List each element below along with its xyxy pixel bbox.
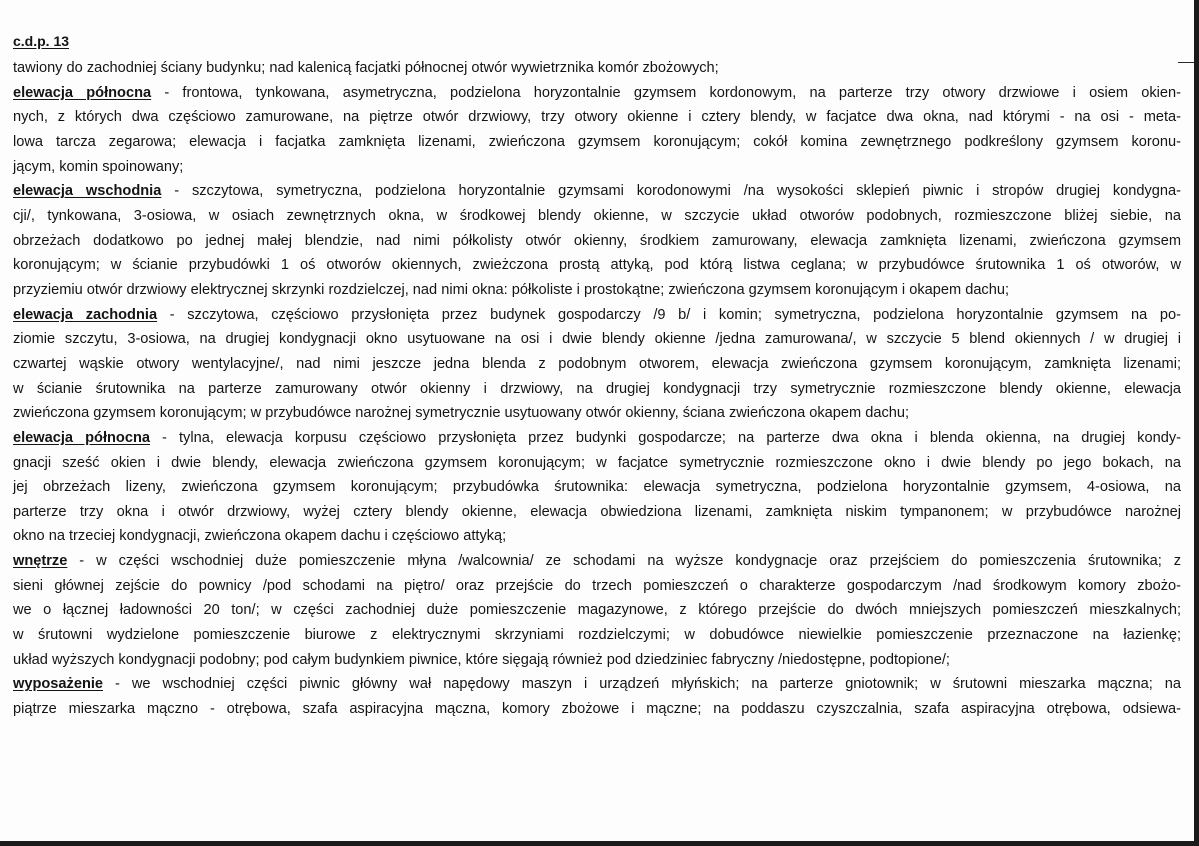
line-text: we o łącznej ładowności 20 ton/; w części zachodniej duże pomieszczenie magazynowe, z którego przejście do dwóch mniejszych pomieszczeń mieszkalnych;: [13, 602, 1181, 619]
line-text: w śrutowni wydzielone pomieszczenie biurowe z elektrycznymi skrzyniami rozdzielczymi; w dobudówce niewielkie pomieszczenie przeznaczone na łazienkę;: [13, 627, 1181, 644]
line-text: - w części wschodniej duże pomieszczenie młyna /walcownia/ ze schodami na wyższe kondygnacje oraz przejściem do pomieszczenia śrutownika; z: [67, 553, 1181, 570]
text-line: [13, 401, 1181, 426]
line-text: parterze trzy okna i otwór drzwiowy, wyżej cztery blendy okienne, elewacja obwiedziona lizenami, zamknięta niskim tympanonem; w przybudówce narożnej: [13, 503, 1181, 520]
text-line: [13, 327, 1181, 352]
text-line: [13, 204, 1181, 229]
section-term: elewacja północna: [13, 429, 150, 446]
text-line: [13, 549, 1181, 574]
text-line: [13, 105, 1181, 130]
text-line: [13, 500, 1181, 525]
text-line: [13, 598, 1181, 623]
line-text: sieni głównej zejście do pownicy /pod schodami na piętro/ oraz przejście do trzech pomieszczeń o charakterze gospodarczym /nad środkowym komory zbożo-: [13, 577, 1181, 594]
section-term: elewacja wschodnia: [13, 183, 162, 200]
text-line: [13, 130, 1181, 155]
text-line: [13, 56, 1181, 81]
text-line: [13, 229, 1181, 254]
text-line: [13, 451, 1181, 476]
page-header: c.d.p. 13: [13, 33, 70, 49]
line-text: czwartej wąskie otwory wentylacyjne/, nad nimi jeszcze jedna blenda z podobnym otworem, elewacja zwieńczona gzymsem koronującym, zamknięta lizenami;: [13, 355, 1181, 372]
line-text: lowa tarcza zegarowa; elewacja i facjatka zamknięta lizenami, zwieńczona gzymsem koronującym; cokół komina zewnętrznego podkreślony gzymsem koronu-: [13, 133, 1181, 150]
text-line: [13, 475, 1181, 500]
line-text: w ścianie śrutownika na parterze zamurowany otwór okienny i drzwiowy, na drugiej kondygnacji trzy symetrycznie rozmieszczone blendy okienne, elewacja: [13, 380, 1181, 397]
line-text: piątrze mieszarka mączno - otrębowa, szafa aspiracyjna mączna, komory zbożowe i mączne; na poddaszu czyszczalnia, szafa aspiracyjna otrębowa, odsiewa-: [13, 701, 1181, 718]
line-text: - tylna, elewacja korpusu częściowo przysłonięta przez budynki gospodarcze; na parterze dwa okna i blenda okienna, na drugiej kondy-: [149, 429, 1181, 446]
section-term: elewacja zachodnia: [13, 306, 158, 323]
text-line: [13, 574, 1181, 599]
line-text: jej obrzeżach lizeny, zwieńczona gzymsem koronującym; przybudówka śrutownika: elewacja symetryczna, podzielona horyzontalnie gzymsem, 4-osiowa, na: [13, 479, 1181, 496]
line-text: - we wschodniej części piwnic główny wał napędowy maszyn i urządzeń młyńskich; na parterze gniotownik; w śrutowni mieszarka mączna; na: [103, 676, 1181, 693]
document-body: [13, 56, 1181, 722]
text-line: [13, 253, 1181, 278]
line-text: przyziemiu otwór drzwiowy elektrycznej skrzynki rozdzielczej, nad nimi okna: półkoliste i prostokątne; zwieńczona gzymsem koronującym i okapem dachu;: [13, 281, 1010, 298]
section-term: wyposażenie: [13, 676, 104, 693]
text-line: [13, 179, 1181, 204]
text-line: [13, 377, 1181, 402]
scan-border-bottom: [0, 841, 1199, 846]
line-text: gnacji sześć okien i dwie blendy, elewacja zwieńczona gzymsem koronującym; w facjatce symetrycznie rozmieszczone okno i dwie blendy po jego bokach, na: [13, 454, 1181, 471]
text-line: [13, 672, 1181, 697]
text-line: [13, 352, 1181, 377]
section-term: wnętrze: [13, 553, 68, 570]
line-text: tawiony do zachodniej ściany budynku; nad kalenicą facjatki północnej otwór wywietrznika komór zbożowych;: [13, 60, 719, 76]
line-text: zwieńczona gzymsem koronującym; w przybudówce narożnej symetrycznie usytuowany otwór okienny, ściana zwieńczona okapem dachu;: [13, 405, 910, 422]
line-text: układ wyższych kondygnacji podobny; pod całym budynkiem piwnice, które sięgają również pod dziedziniec fabryczny /niedostępne, podtopione/;: [13, 651, 950, 668]
section-term: elewacja północna: [13, 84, 152, 101]
line-text: cji/, tynkowana, 3-osiowa, w osiach zewnętrznych okna, w środkowej blendy okienne, w szczycie układ otworów podobnych, rozmieszczone bliżej siebie, na: [13, 207, 1181, 224]
text-line: [13, 524, 1181, 549]
line-text: - frontowa, tynkowana, asymetryczna, podzielona horyzontalnie gzymsem kordonowym, na parterze trzy otwory drzwiowe i osiem okien-: [151, 84, 1181, 101]
line-text: ziomie szczytu, 3-osiowa, na drugiej kondygnacji okno usytuowane na osi i dwie blendy okienne /jedna zamurowana/, w szczycie 5 blend okiennych / w drugiej i: [13, 331, 1181, 348]
text-line: [13, 648, 1181, 673]
text-line: [13, 303, 1181, 328]
scan-border-right: [1194, 0, 1199, 846]
text-line: [13, 81, 1181, 106]
text-line: [13, 623, 1181, 648]
text-line: [13, 697, 1181, 722]
line-text: okno na trzeciej kondygnacji, zwieńczona okapem dachu i częściowo attyką;: [13, 528, 507, 545]
line-text: jącym, komin spoinowany;: [13, 158, 184, 175]
text-line: [13, 155, 1181, 180]
line-text: obrzeżach dodatkowo po jednej małej blendzie, nad nimi półkolisty otwór okienny, środkiem zamurowany, elewacja zamknięta lizenami, zwieńczona gzymsem: [13, 232, 1181, 249]
line-text: - szczytowa, symetryczna, podzielona horyzontalnie gzymsami korodonowymi /na wysokości sklepień piwnic i stropów drugiej kondygna-: [161, 183, 1181, 200]
line-text: nych, z których dwa częściowo zamurowane, na piętrze otwór drzwiowy, trzy otwory okienne i cztery blendy, w facjatce dwa okna, nad którymi - na osi - meta-: [13, 109, 1181, 126]
text-line: [13, 426, 1181, 451]
line-text: koronującym; w ścianie przybudówki 1 oś otworów okiennych, zwieżczona prostą attyką, pod którą listwa ceglana; w przybudówce śrutownika 1 oś otworów, w: [13, 257, 1181, 274]
line-text: - szczytowa, częściowo przysłonięta przez budynek gospodarczy /9 b/ i komin; symetryczna, podzielona horyzontalnie gzymsem na po-: [157, 306, 1181, 323]
text-line: [13, 278, 1181, 303]
